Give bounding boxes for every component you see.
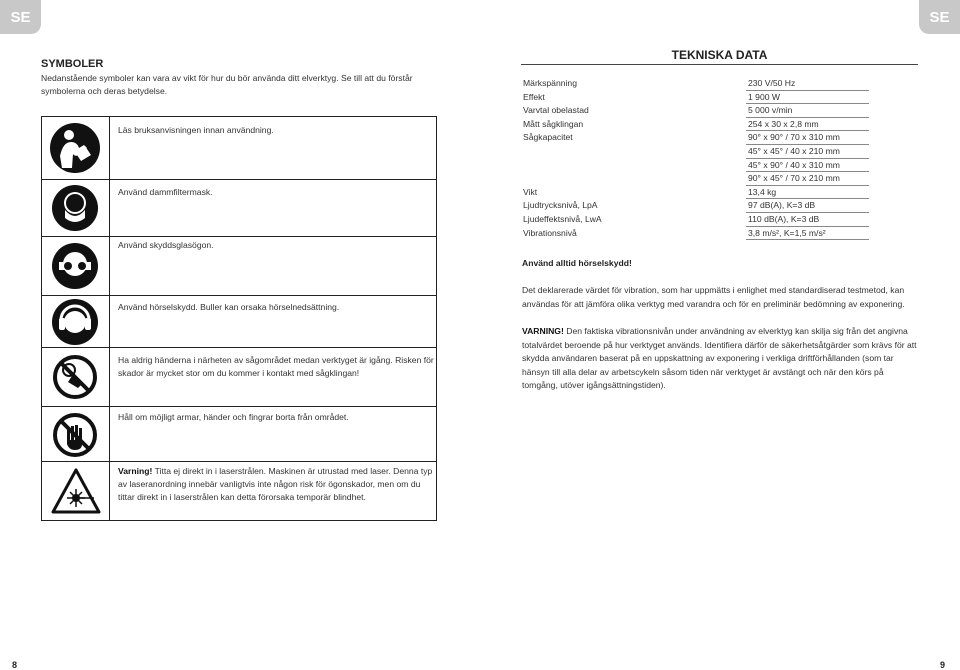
warning-label: VARNING! xyxy=(522,326,564,336)
spec-value: 3,8 m/s², K=1,5 m/s² xyxy=(748,227,826,238)
dust-mask-icon xyxy=(51,184,99,232)
spec-value: 5 000 v/min xyxy=(748,105,793,116)
symbol-row xyxy=(42,236,436,295)
laser-warning-icon xyxy=(50,467,102,515)
spec-value: 45° x 45° / 40 x 210 mm xyxy=(748,145,840,156)
language-tab-right: SE xyxy=(919,0,960,34)
spec-label: Ljudeffektsnivå, LwA xyxy=(523,213,602,224)
spec-label: Märkspänning xyxy=(523,78,577,88)
symbols-table xyxy=(41,116,437,521)
spec-row xyxy=(521,145,869,159)
read-manual-icon xyxy=(49,122,101,174)
symbol-text: Använd dammfiltermask. xyxy=(118,187,213,197)
spec-value: 90° x 45° / 70 x 210 mm xyxy=(748,173,840,184)
symbol-row xyxy=(42,461,436,520)
spec-row xyxy=(521,213,869,227)
symbol-row xyxy=(42,347,436,406)
symbol-text: Ha aldrig händerna i närheten av sågområdet medan verktyget är igång. Risken för skador är mycket stor om du kommer i kontakt med sågklingan! xyxy=(118,355,434,378)
symbols-title: SYMBOLER xyxy=(41,58,104,70)
spec-row xyxy=(521,104,869,118)
spec-label: Varvtal obelastad xyxy=(523,105,589,116)
page-number-left: 8 xyxy=(12,660,18,670)
spec-label: Vikt xyxy=(523,186,538,197)
safety-goggles-icon xyxy=(51,242,99,290)
hearing-note: Använd alltid hörselskydd! xyxy=(522,258,632,268)
symbol-row xyxy=(42,179,436,236)
symbol-text: Håll om möjligt armar, händer och fingrar borta från området. xyxy=(118,412,349,422)
symbol-text: Använd hörselskydd. Buller kan orsaka hörselnedsättning. xyxy=(118,302,340,312)
symbol-text: Läs bruksanvisningen innan användning. xyxy=(118,125,274,135)
spec-row xyxy=(521,186,869,200)
vibration-warning xyxy=(522,325,918,393)
language-tab-left: SE xyxy=(0,0,41,34)
spec-label: Vibrationsnivå xyxy=(523,227,577,238)
spec-row xyxy=(521,131,869,145)
symbol-row xyxy=(42,295,436,347)
spec-value: 110 dB(A), K=3 dB xyxy=(748,213,820,224)
symbol-row xyxy=(42,117,436,179)
spec-row xyxy=(521,118,869,132)
spec-value: 1 900 W xyxy=(748,91,781,102)
spec-label: Effekt xyxy=(523,91,545,102)
spec-value: 97 dB(A), K=3 dB xyxy=(748,200,816,211)
spec-value: 90° x 90° / 70 x 310 mm xyxy=(748,132,840,143)
symbol-text xyxy=(118,465,436,504)
spec-row xyxy=(521,172,869,186)
symbol-row xyxy=(42,406,436,461)
warning-text: Den faktiska vibrationsnivån under användning av elverktyg kan skilja sig från det angivna totalvärdet beroende på hur verktyget används. Identifiera därför de säkerhetsåtgärder som krävs för att skydda användaren baserat på en uppskattning av exponering i verkliga driftförhållanden (som tar hänsyn till alla delar av arbetscykeln såsom tiden när verktyget är avstängt och när den körs på tomgång, utöver igångsättningstiden). xyxy=(522,326,917,391)
declared-vibration-text: Det deklarerade värdet för vibration, som har uppmätts i enlighet med standardiserad testmetod, kan användas för att jämföra olika verktyg med varandra och för en preliminär bedömning av exponering. xyxy=(522,285,905,309)
symbol-text: Använd skyddsglasögon. xyxy=(118,240,214,250)
spec-label: Ljudtrycksnivå, LpA xyxy=(523,200,598,211)
warning-label: Varning! xyxy=(118,466,153,476)
spec-row xyxy=(521,91,869,105)
spec-value: 254 x 30 x 2,8 mm xyxy=(748,118,819,129)
symbols-intro: Nedanstående symboler kan vara av vikt för hur du bör använda ditt elverktyg. Se till att du förstår symbolerna och deras betydelse. xyxy=(41,73,413,96)
no-hands-near-blade-icon xyxy=(52,354,98,400)
divider xyxy=(521,64,918,65)
page-number-right: 9 xyxy=(940,660,946,670)
spec-value: 230 V/50 Hz xyxy=(748,78,796,88)
ear-protection-icon xyxy=(51,298,99,346)
spec-label: Sågkapacitet xyxy=(523,132,573,143)
spec-row xyxy=(521,159,869,173)
warning-text: Titta ej direkt in i laserstrålen. Maskinen är utrustad med laser. Denna typ av laseranordning innebär vanligtvis inte någon risk för ögonskador, men om du tittar direkt in i laserstrålen kan detta förorsaka temporär blindhet. xyxy=(118,466,433,502)
spec-underline xyxy=(746,239,869,240)
no-hands-icon xyxy=(52,412,98,458)
spec-row xyxy=(521,77,869,91)
spec-value: 45° x 90° / 40 x 310 mm xyxy=(748,159,840,170)
spec-row xyxy=(521,199,869,213)
spec-table xyxy=(521,77,869,240)
spec-row xyxy=(521,227,869,241)
spec-value: 13,4 kg xyxy=(748,186,777,197)
tech-data-title: TEKNISKA DATA xyxy=(671,48,768,62)
spec-label: Mått sågklingan xyxy=(523,118,584,129)
